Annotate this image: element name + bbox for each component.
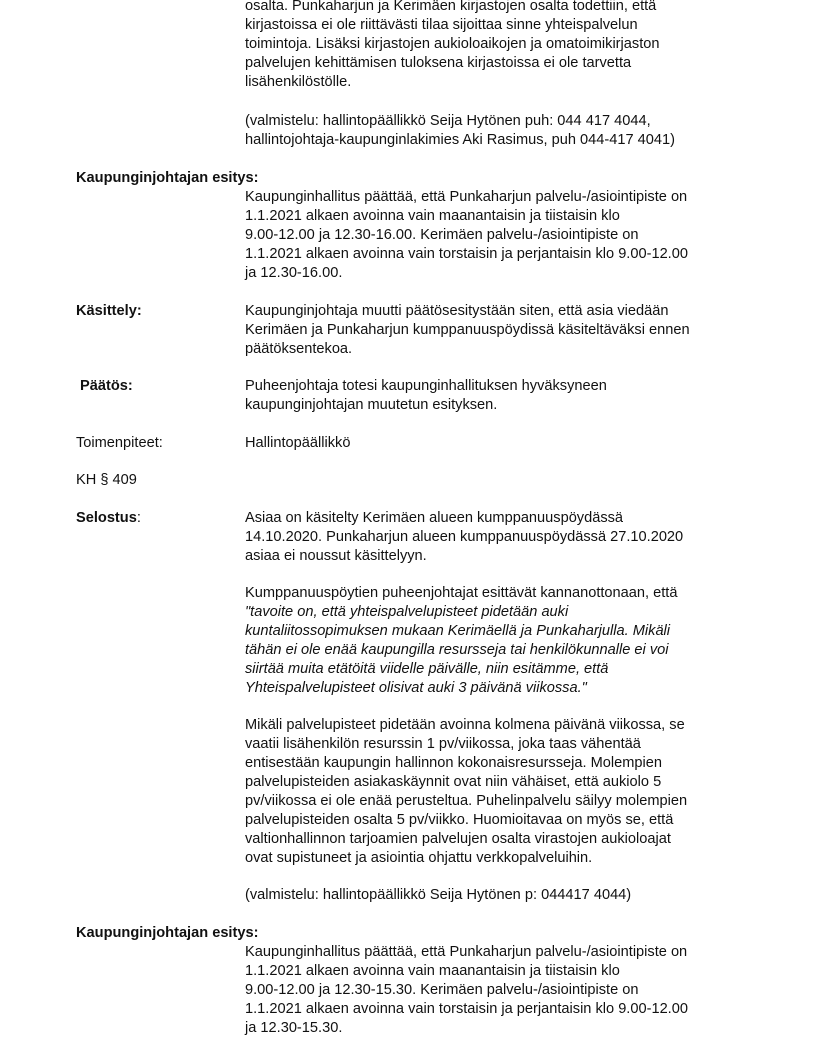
explanation-line: pv/viikossa ei ole enää perusteltua. Puhelinpalvelu säilyy molempien — [245, 793, 688, 809]
quote-line: tähän ei ole enää kaupungilla resursseja tai henkilökunnalle ei voi — [245, 642, 669, 658]
decision-text — [245, 377, 805, 415]
explanation-label-wrap — [76, 509, 141, 528]
explanation-para-1 — [245, 509, 805, 566]
explanation-line: ovat supistuneet ja asiointia ohjattu verkkopalveluihin. — [245, 850, 593, 866]
proposal-label: Kaupunginjohtajan esitys: — [76, 170, 259, 186]
actions-label: Toimenpiteet: — [76, 435, 163, 451]
proposal-line: 1.1.2021 alkaen avoinna vain torstaisin ja perjantaisin klo 9.00-12.00 — [245, 1001, 688, 1017]
explanation-line: valtionhallinnon tarjoamien palvelujen osalta virastojen aukioloajat — [245, 831, 671, 847]
explanation-line: asiaa ei noussut käsittelyyn. — [245, 548, 427, 564]
quote-line: siirtää muita etätöitä viidelle päivälle, niin esitämme, että — [245, 661, 609, 677]
explanation-line: entisestään kaupungin hallinnon kokonaisresursseja. Molempien — [245, 755, 662, 771]
proposal-label: Kaupunginjohtajan esitys: — [76, 925, 259, 941]
proposal-text — [245, 188, 805, 283]
intro-line: lisähenkilöstölle. — [245, 74, 352, 90]
proposal-line: 9.00-12.00 ja 12.30-15.30. Kerimäen palvelu-/asiointipiste on — [245, 982, 639, 998]
decision-label: Päätös: — [80, 378, 133, 394]
explanation-line: vaatii lisähenkilön resurssin 1 pv/viikossa, joka taas vähentää — [245, 736, 641, 752]
intro-line: toimintoja. Lisäksi kirjastojen aukioloaikojen ja omatoimikirjaston — [245, 36, 660, 52]
explanation-colon: : — [136, 510, 141, 526]
section-reference: KH § 409 — [76, 472, 137, 488]
preparer-line: (valmistelu: hallintopäällikkö Seija Hytönen puh: 044 417 4044, — [245, 113, 651, 129]
decision-line: kaupunginjohtajan muutetun esityksen. — [245, 397, 498, 413]
proposal-text — [245, 943, 805, 1038]
quote-line: kuntaliitossopimuksen mukaan Kerimäellä ja Punkaharjulla. Mikäli — [245, 623, 671, 639]
decision-line: Puheenjohtaja totesi kaupunginhallituksen hyväksyneen — [245, 378, 607, 394]
handling-line: Kerimäen ja Punkaharjun kumppanuuspöydissä käsiteltäväksi ennen — [245, 322, 690, 338]
proposal-line: Kaupunginhallitus päättää, että Punkaharjun palvelu-/asiointipiste on — [245, 944, 688, 960]
intro-line: osalta. Punkaharjun ja Kerimäen kirjastojen osalta todettiin, että — [245, 0, 657, 14]
explanation-label: Selostus — [76, 510, 137, 526]
handling-label: Käsittely: — [76, 303, 142, 319]
proposal-line: 1.1.2021 alkaen avoinna vain maanantaisin ja tiistaisin klo — [245, 208, 620, 224]
quote-line: "tavoite on, että yhteispalvelupisteet pidetään auki — [245, 604, 569, 620]
intro-line: palvelujen kehittämisen tuloksena kirjastoissa ei ole tarvetta — [245, 55, 632, 71]
actions-value: Hallintopäällikkö — [245, 435, 351, 451]
proposal-line: ja 12.30-15.30. — [245, 1020, 343, 1036]
intro-paragraph — [245, 0, 805, 92]
explanation-line: palvelupisteiden asiakaskäynnit ovat niin vähäiset, että aukiolo 5 — [245, 774, 662, 790]
explanation-line: 14.10.2020. Punkaharjun alueen kumppanuuspöydässä 27.10.2020 — [245, 529, 684, 545]
handling-line: päätöksentekoa. — [245, 341, 353, 357]
explanation-para-2 — [245, 584, 805, 698]
preparer-line: hallintojohtaja-kaupunginlakimies Aki Rasimus, puh 044-417 4041) — [245, 132, 675, 148]
handling-text — [245, 302, 805, 359]
explanation-line: Kumppanuuspöytien puheenjohtajat esittävät kannanottonaan, että — [245, 585, 678, 601]
explanation-line: Mikäli palvelupisteet pidetään avoinna kolmena päivänä viikossa, se — [245, 717, 685, 733]
explanation-para-3 — [245, 716, 805, 868]
proposal-line: ja 12.30-16.00. — [245, 265, 343, 281]
proposal-line: Kaupunginhallitus päättää, että Punkaharjun palvelu-/asiointipiste on — [245, 189, 688, 205]
explanation-preparer-note: (valmistelu: hallintopäällikkö Seija Hytönen p: 044417 4044) — [245, 887, 632, 903]
intro-line: kirjastoissa ei ole riittävästi tilaa sijoittaa sinne yhteispalvelun — [245, 17, 638, 33]
explanation-line: palvelupisteiden osalta 5 pv/viikko. Huomioitavaa on myös se, että — [245, 812, 674, 828]
intro-preparer-note — [245, 112, 805, 150]
proposal-line: 1.1.2021 alkaen avoinna vain torstaisin ja perjantaisin klo 9.00-12.00 — [245, 246, 688, 262]
explanation-line: Asiaa on käsitelty Kerimäen alueen kumppanuuspöydässä — [245, 510, 624, 526]
proposal-line: 1.1.2021 alkaen avoinna vain maanantaisin ja tiistaisin klo — [245, 963, 620, 979]
handling-line: Kaupunginjohtaja muutti päätösesitystään siten, että asia viedään — [245, 303, 669, 319]
proposal-line: 9.00-12.00 ja 12.30-16.00. Kerimäen palvelu-/asiointipiste on — [245, 227, 639, 243]
quote-line: Yhteispalvelupisteet olisivat auki 3 päivänä viikossa." — [245, 680, 587, 696]
